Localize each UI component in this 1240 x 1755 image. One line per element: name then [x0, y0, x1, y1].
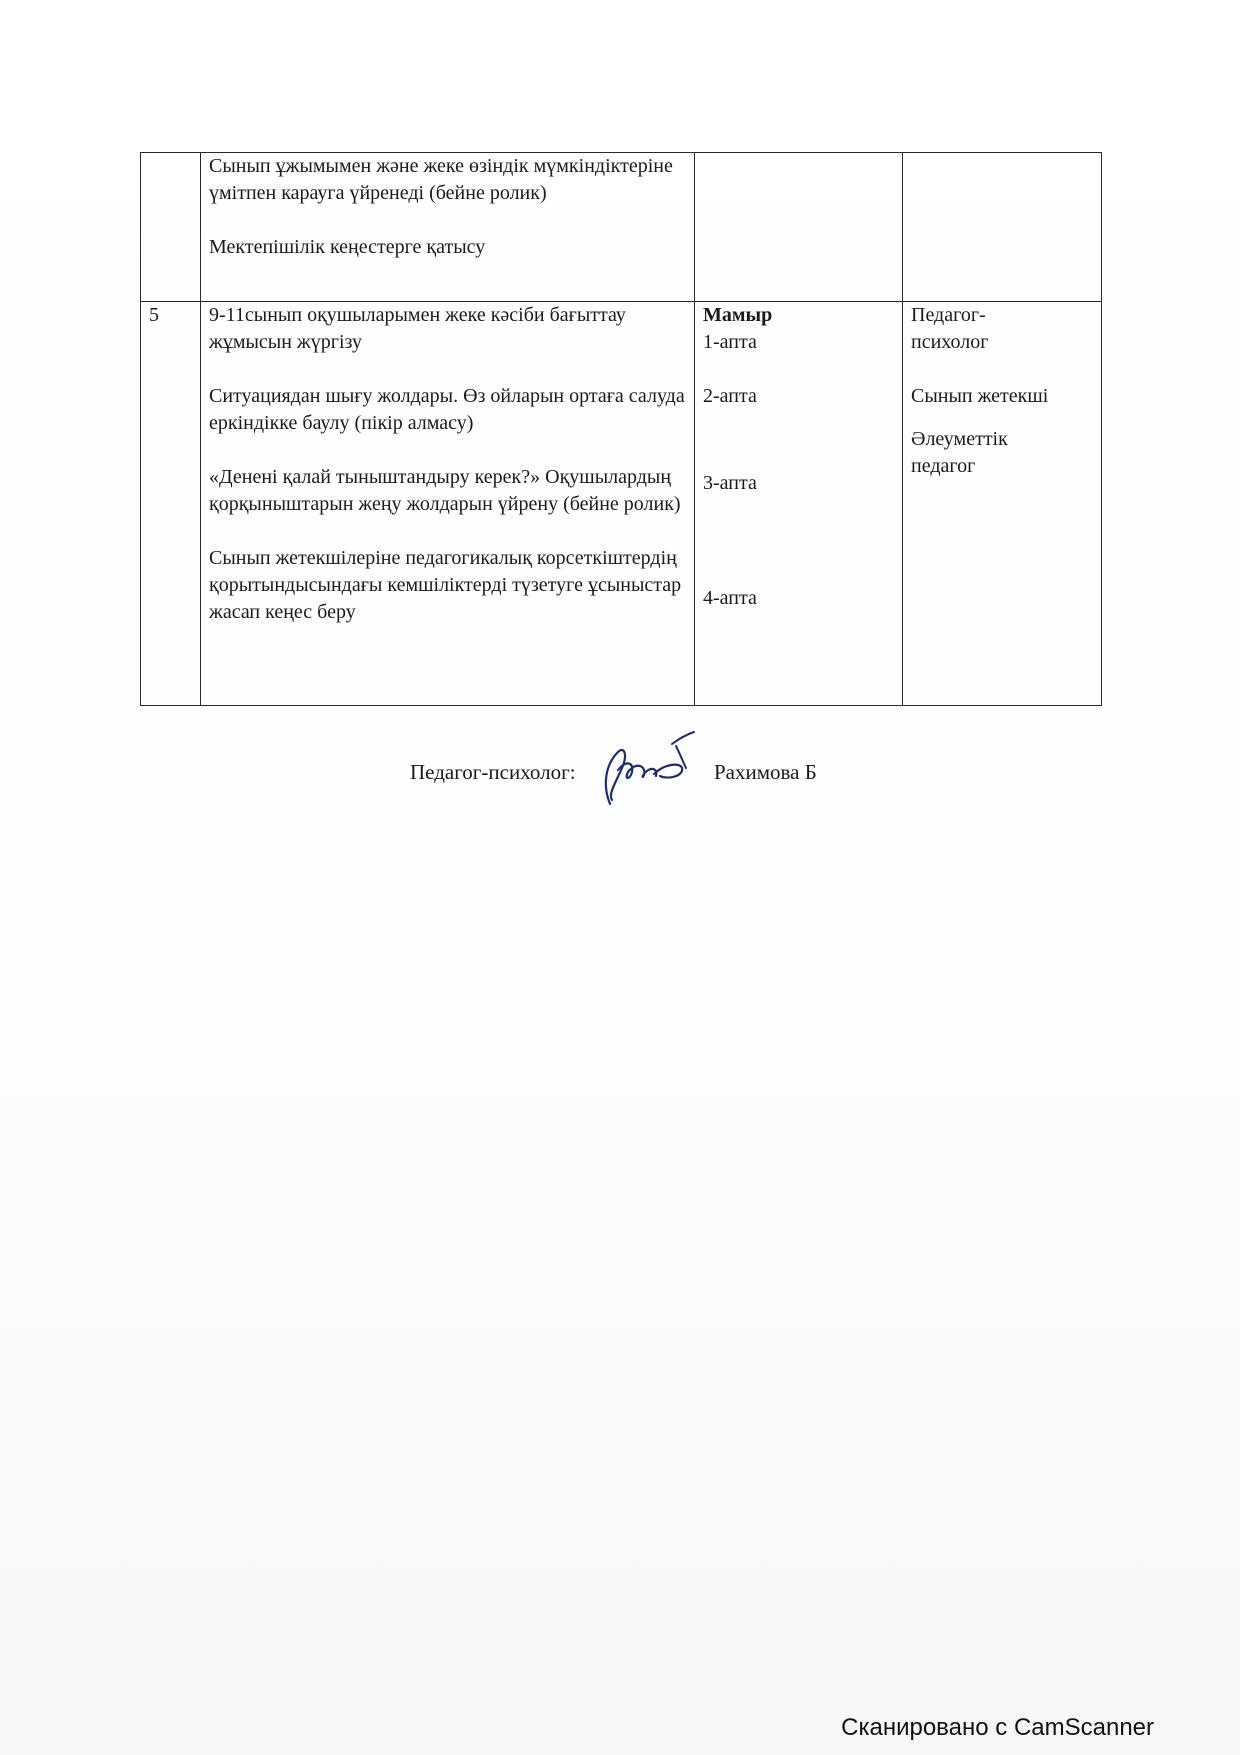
activity-text: Сынып жетекшілеріне педагогикалық корсеткіштердің қорытындысындағы кемшіліктерді түзетуге ұсыныстар жасап кеңес беру: [209, 547, 682, 623]
activity-text: «Денені қалай тыныштандыру керек?» Оқушылардың қорқыныштарын жеңу жолдарын үйрену (бейне ролик): [209, 466, 681, 515]
week-label: 2-апта: [703, 385, 757, 407]
responsible-label: Әлеуметтік педагог: [911, 428, 1008, 477]
activity-text: Сынып ұжымымен және жеке өзіндік мүмкіндіктеріне үмітпен карауга үйренеді (бейне ролик): [209, 155, 673, 204]
week-label: 4-апта: [703, 587, 757, 609]
signature-block: [410, 744, 830, 844]
activity-text: Ситуациядан шығу жолдары. Өз ойларын ортаға салуда еркіндікке баулу (пікір алмасу): [209, 385, 685, 434]
month-label: Мамыр: [703, 304, 773, 326]
table-row: [141, 302, 1102, 706]
row-number-cell: 5: [141, 302, 201, 706]
signature-label: Педагог-психолог:: [410, 760, 576, 784]
responsible-cell: [903, 302, 1102, 706]
activity-cell: [201, 302, 695, 706]
responsible-label: Педагог-психолог: [911, 304, 989, 353]
activity-text: 9-11сынып оқушыларымен жеке кәсіби бағыттау жұмысын жүргізу: [209, 304, 626, 353]
camscanner-watermark: Сканировано с CamScanner: [841, 1714, 1154, 1741]
handwritten-signature: [588, 724, 708, 814]
activity-text: Мектепішілік кеңестерге қатысу: [209, 236, 486, 258]
week-label: 3-апта: [703, 472, 757, 494]
table-row: [141, 153, 1102, 302]
responsible-cell: [903, 153, 1102, 302]
work-plan-table: [140, 152, 1102, 706]
date-cell: [695, 302, 903, 706]
responsible-label: Сынып жетекші: [911, 385, 1049, 407]
activity-cell: [201, 153, 695, 302]
signature-name: Рахимова Б: [714, 760, 817, 784]
row-number-cell: [141, 153, 201, 302]
week-label: 1-апта: [703, 331, 757, 353]
date-cell: [695, 153, 903, 302]
